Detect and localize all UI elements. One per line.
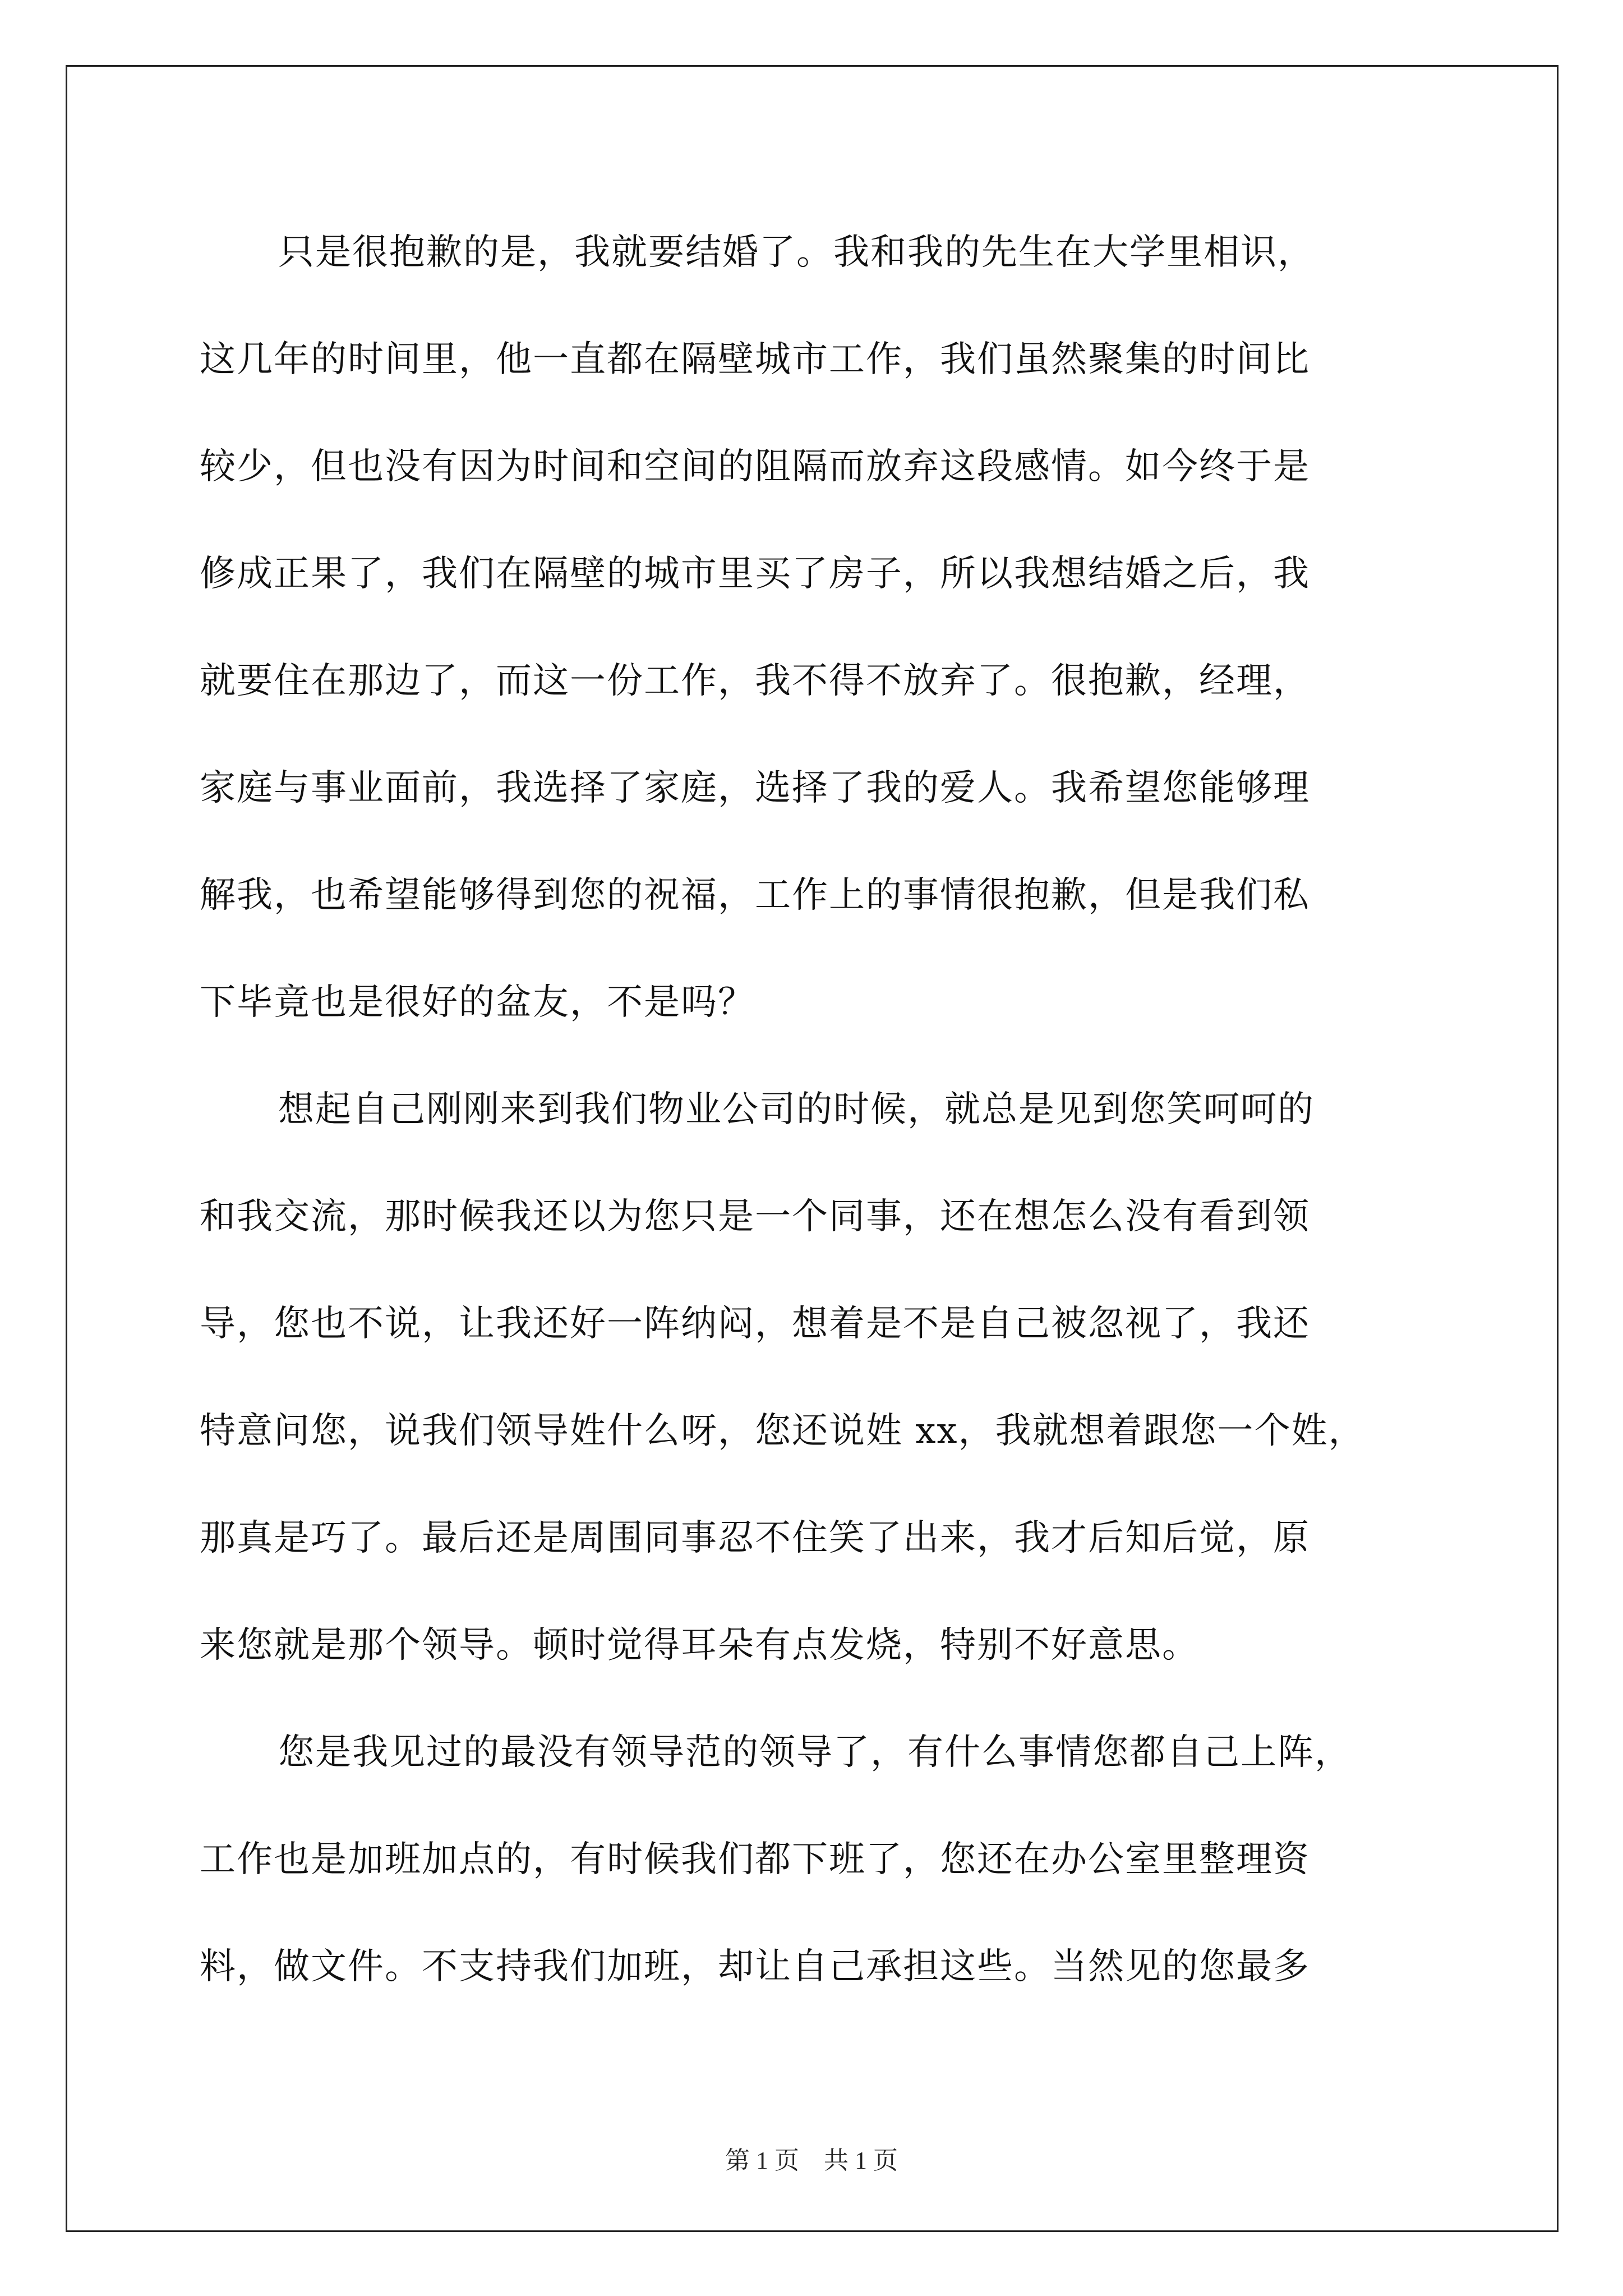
text-line: 料，做文件。不支持我们加班，却让自己承担这些。当然见的您最多 xyxy=(200,1946,1310,1987)
text-line: 工作也是加班加点的，有时候我们都下班了，您还在办公室里整理资 xyxy=(200,1839,1310,1880)
paragraph xyxy=(200,199,1433,1056)
paragraph xyxy=(200,1056,1433,1699)
text-line: 较少，但也没有因为时间和空间的阻隔而放弃这段感情。如今终于是 xyxy=(200,446,1310,487)
text-line: 就要住在那边了，而这一份工作，我不得不放弃了。很抱歉，经理， xyxy=(200,660,1310,702)
paragraph xyxy=(200,1699,1433,2021)
text-line: 特意问您，说我们领导姓什么呀，您还说姓 xx，我就想着跟您一个姓， xyxy=(200,1410,1366,1452)
text-line: 家庭与事业面前，我选择了家庭，选择了我的爱人。我希望您能够理 xyxy=(200,767,1310,809)
text-line: 想起自己刚刚来到我们物业公司的时候，就总是见到您笑呵呵的 xyxy=(278,1089,1315,1130)
text-line: 导，您也不说，让我还好一阵纳闷，想着是不是自己被忽视了，我还 xyxy=(200,1303,1310,1345)
document-body xyxy=(200,199,1433,2021)
text-line: 和我交流，那时候我还以为您只是一个同事，还在想怎么没有看到领 xyxy=(200,1196,1310,1237)
text-line: 修成正果了，我们在隔壁的城市里买了房子，所以我想结婚之后，我 xyxy=(200,553,1310,595)
text-line: 解我，也希望能够得到您的祝福，工作上的事情很抱歉，但是我们私 xyxy=(200,875,1310,916)
text-line: 那真是巧了。最后还是周围同事忍不住笑了出来，我才后知后觉，原 xyxy=(200,1517,1310,1559)
page-number: 第 1 页 共 1 页 xyxy=(725,2147,898,2174)
page-footer xyxy=(0,2144,1623,2178)
text-line: 下毕竟也是很好的盆友，不是吗？ xyxy=(200,982,755,1023)
text-line: 来您就是那个领导。顿时觉得耳朵有点发烧，特别不好意思。 xyxy=(200,1625,1199,1666)
text-line: 您是我见过的最没有领导范的领导了，有什么事情您都自己上阵， xyxy=(278,1732,1352,1773)
text-line: 这几年的时间里，他一直都在隔壁城市工作，我们虽然聚集的时间比 xyxy=(200,339,1310,380)
text-line: 只是很抱歉的是，我就要结婚了。我和我的先生在大学里相识， xyxy=(278,232,1315,273)
